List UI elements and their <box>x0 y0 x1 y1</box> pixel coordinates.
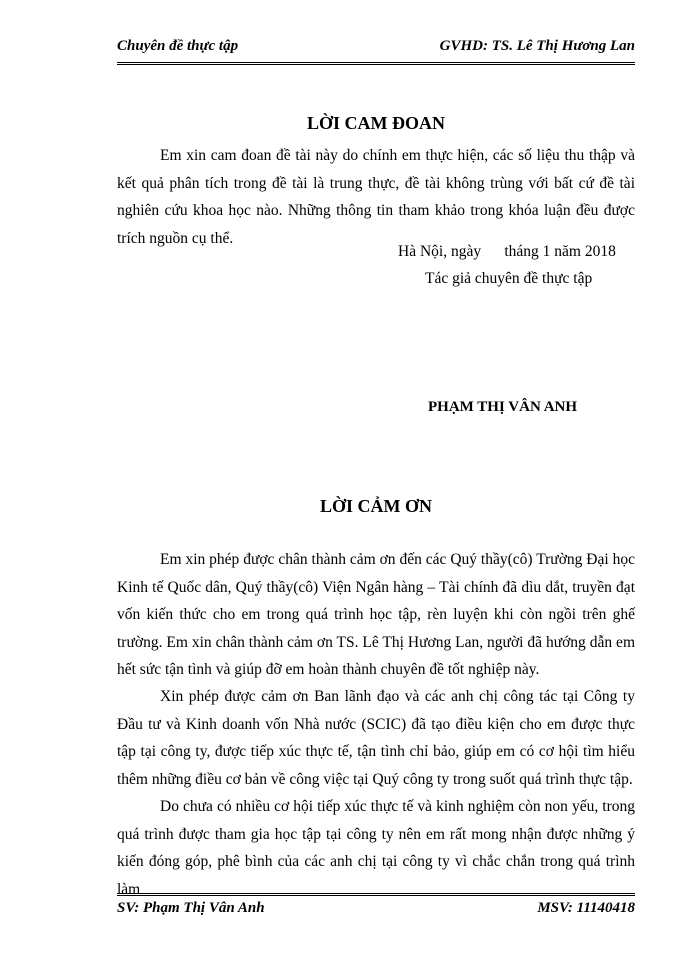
footer-rule <box>117 893 635 896</box>
author-role: Tác giả chuyên đề thực tập <box>425 270 593 287</box>
author-name: PHẠM THỊ VÂN ANH <box>428 399 578 415</box>
acknowledgement-paragraph-2: Xin phép được cảm ơn Ban lãnh đạo và các anh chị công tác tại Công ty Đầu tư và Kinh doanh vốn Nhà nước (SCIC) đã tạo điều kiện cho em được thực tập tại công ty, được tiếp xúc thực tế, tận tình chỉ bảo, giúp em có cơ hội tìm hiểu thêm những điều cơ bản về công việc tại Quý công ty trong suốt quá trình thực tập. <box>117 688 635 788</box>
acknowledgement-paragraph-3: Do chưa có nhiều cơ hội tiếp xúc thực tế và kinh nghiệm còn non yếu, trong quá trình được tham gia học tập tại công ty nên em rất mong nhận được những ý kiến đóng góp, phê bình của các anh chị tại công ty vì chắc chắn trong quá trình làm <box>117 798 635 898</box>
date-line: Hà Nội, ngày tháng 1 năm 2018 <box>398 243 616 260</box>
header-right-text: GVHD: TS. Lê Thị Hương Lan <box>439 38 635 54</box>
page-footer <box>117 900 635 917</box>
section-title-acknowledgement: LỜI CẢM ƠN <box>320 496 432 516</box>
footer-right-text: MSV: 11140418 <box>537 900 635 916</box>
header-left-text: Chuyên đề thực tập <box>117 38 239 54</box>
page-header <box>117 38 635 55</box>
commitment-paragraph: Em xin cam đoan đề tài này do chính em thực hiện, các số liệu thu thập và kết quả phân tích trong đề tài là trung thực, đề tài không trùng với bất cứ đề tài nghiên cứu khoa học nào. Những thông tin tham khảo trong khóa luận đều được trích nguồn cụ thể. <box>117 147 635 247</box>
acknowledgement-paragraph-1: Em xin phép được chân thành cảm ơn đến các Quý thầy(cô) Trường Đại học Kinh tế Quốc dân, Quý thầy(cô) Viện Ngân hàng – Tài chính đã dìu dắt, truyền đạt vốn kiến thức cho em trong quá trình học tập, rèn luyện khi còn ngồi trên ghế trường. Em xin chân thành cảm ơn TS. Lê Thị Hương Lan, người đã hướng dẫn em hết sức tận tình và giúp đỡ em hoàn thành chuyên đề tốt nghiệp này. <box>117 551 635 678</box>
header-rule <box>117 62 635 65</box>
footer-left-text: SV: Phạm Thị Vân Anh <box>117 900 265 916</box>
section-title-commitment: LỜI CAM ĐOAN <box>307 113 445 133</box>
